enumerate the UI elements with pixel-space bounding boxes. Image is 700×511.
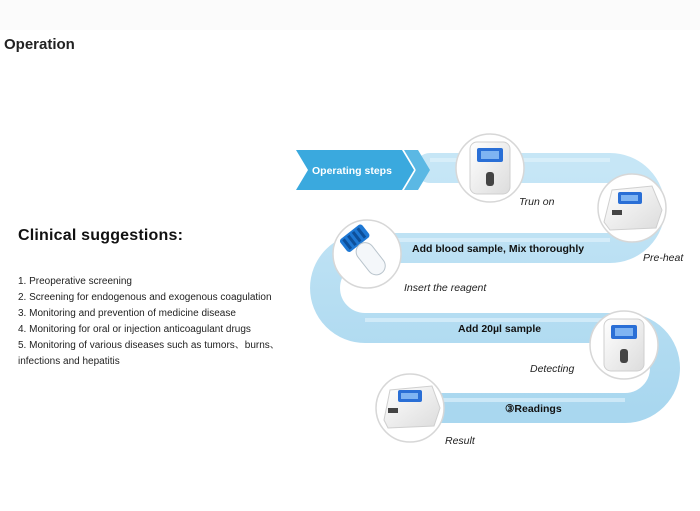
list-item: infections and hepatitis <box>18 356 120 367</box>
analyzer-device-icon <box>590 311 658 379</box>
list-item: 5. Monitoring of various diseases such as tumors、burns、 <box>18 340 280 351</box>
analyzer-device-icon <box>456 134 524 202</box>
step-pre-heat-label: Pre-heat <box>643 252 684 264</box>
step-insert-reagent-label: Insert the reagent <box>404 282 487 294</box>
list-item: 1. Preoperative screening <box>18 276 132 287</box>
list-item: 4. Monitoring for oral or injection anticoagulant drugs <box>18 324 251 335</box>
step-turn-on-label: Trun on <box>519 196 555 208</box>
analyzer-device-icon <box>598 174 666 242</box>
page-title: Operation <box>4 36 75 53</box>
step-add-sample-label: Add 20µl sample <box>458 323 542 335</box>
step-readings-label: ③Readings <box>505 403 562 415</box>
step-result-label: Result <box>445 435 475 447</box>
list-item: 3. Monitoring and prevention of medicine disease <box>18 308 236 319</box>
step-add-blood-label: Add blood sample, Mix thoroughly <box>412 243 585 255</box>
reagent-tube-icon <box>333 220 401 288</box>
list-item: 2. Screening for endogenous and exogenous coagulation <box>18 292 272 303</box>
badge-label: Operating steps <box>312 165 392 177</box>
analyzer-device-icon <box>376 374 444 442</box>
clinical-suggestions-title: Clinical suggestions: <box>18 227 184 244</box>
step-detecting-label: Detecting <box>530 363 575 375</box>
operating-steps-badge <box>296 150 430 190</box>
